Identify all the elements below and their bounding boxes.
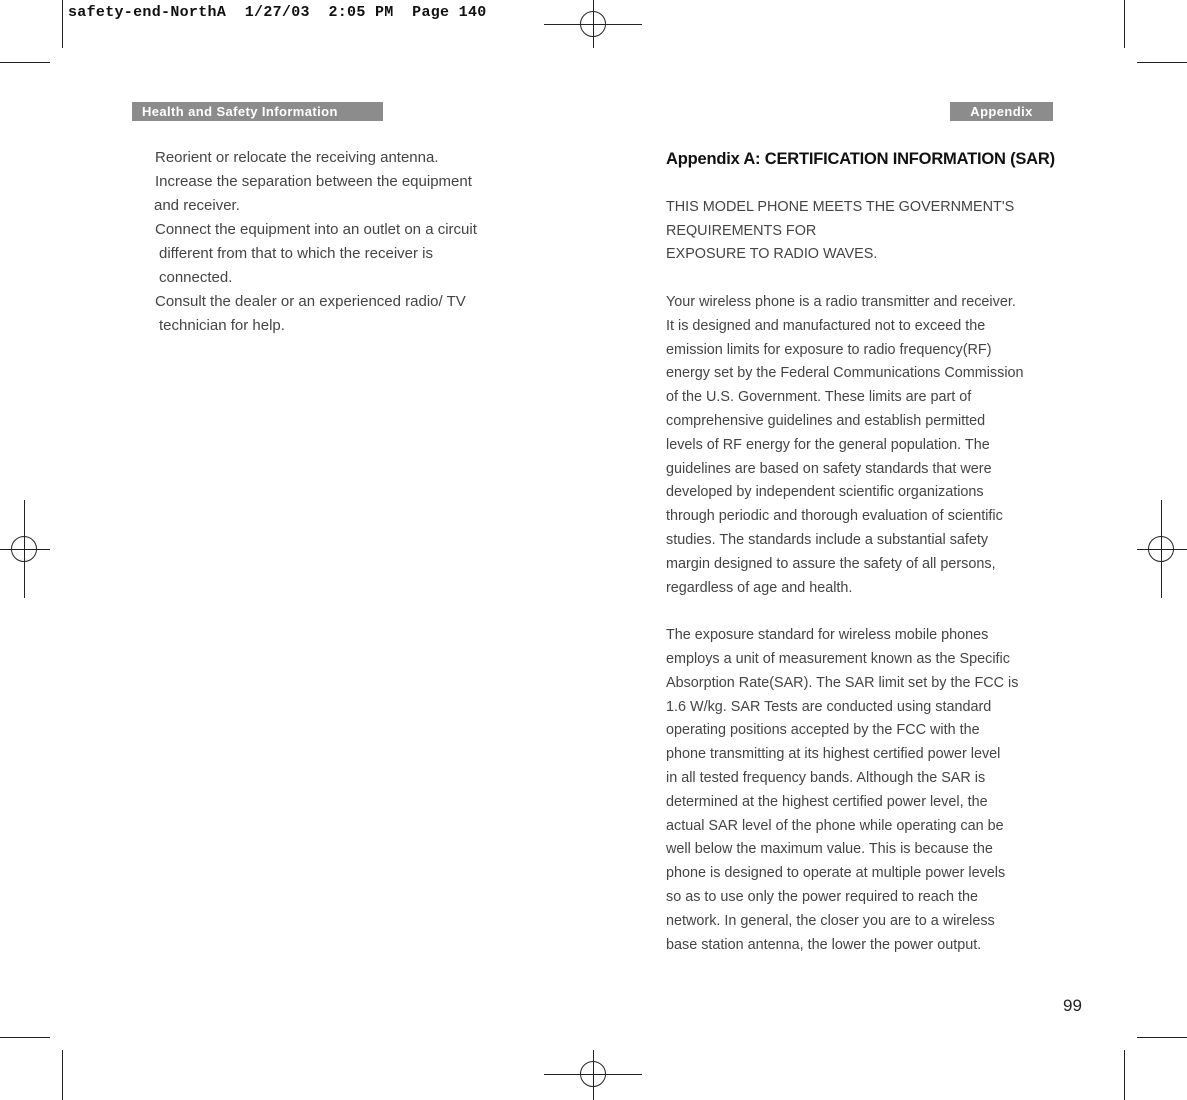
list-item xyxy=(148,290,528,338)
appendix-intro xyxy=(666,196,1076,267)
list-item xyxy=(148,170,528,218)
paragraph-line: determined at the highest certified power level, the xyxy=(666,793,988,810)
paragraph-line: well below the maximum value. This is because the xyxy=(666,841,993,858)
paragraph-line: developed by independent scientific organizations xyxy=(666,484,984,501)
paragraph-line: in all tested frequency bands. Although the SAR is xyxy=(666,769,986,786)
appendix-section xyxy=(666,146,1076,957)
section-header-left: Health and Safety Information xyxy=(132,102,383,121)
paragraph-line: through periodic and thorough evaluation of scientific xyxy=(666,508,1003,525)
paragraph-line: studies. The standards include a substantial safety xyxy=(666,531,989,548)
paragraph-line: of the U.S. Government. These limits are part of xyxy=(666,389,972,406)
list-item-line: different from that to which the receiver is xyxy=(159,245,434,262)
paragraph-rf-limits xyxy=(666,291,1076,600)
list-item-line: Increase the separation between the equipment xyxy=(155,173,472,190)
paragraph-line: Absorption Rate(SAR). The SAR limit set by the FCC is xyxy=(666,674,1019,691)
list-item xyxy=(148,146,528,170)
paragraph-line: phone transmitting at its highest certified power level xyxy=(666,746,1001,763)
paragraph-line: energy set by the Federal Communications Commission xyxy=(666,365,1024,382)
section-header-right: Appendix xyxy=(950,102,1053,121)
list-item xyxy=(148,218,528,290)
paragraph-line: operating positions accepted by the FCC with the xyxy=(666,722,980,739)
paragraph-line: actual SAR level of the phone while operating can be xyxy=(666,817,1004,834)
paragraph-line: emission limits for exposure to radio frequency(RF) xyxy=(666,341,992,358)
paragraph-line: comprehensive guidelines and establish permitted xyxy=(666,412,986,429)
list-item-line: Connect the equipment into an outlet on a circuit xyxy=(155,221,477,238)
paragraph-line: employs a unit of measurement known as the Specific xyxy=(666,650,1010,667)
paragraph-line: phone is designed to operate at multiple power levels xyxy=(666,865,1006,882)
paragraph-line: network. In general, the closer you are to a wireless xyxy=(666,912,995,929)
interference-remedies-list xyxy=(148,146,528,338)
page-number: 99 xyxy=(1063,996,1082,1015)
paragraph-sar-standard xyxy=(666,624,1076,957)
list-item-line: Reorient or relocate the receiving antenna. xyxy=(155,149,439,166)
paragraph-line: guidelines are based on safety standards that were xyxy=(666,460,992,477)
list-item-line: technician for help. xyxy=(159,317,285,334)
paragraph-line: regardless of age and health. xyxy=(666,579,853,596)
intro-line: EXPOSURE TO RADIO WAVES. xyxy=(666,246,878,263)
paragraph-line: base station antenna, the lower the power output. xyxy=(666,936,982,953)
paragraph-line: Your wireless phone is a radio transmitter and receiver. xyxy=(666,293,1016,310)
paragraph-line: margin designed to assure the safety of all persons, xyxy=(666,555,996,572)
list-item-line: connected. xyxy=(159,269,233,286)
appendix-title: Appendix A: CERTIFICATION INFORMATION (SAR) xyxy=(666,150,1055,168)
list-item-line: Consult the dealer or an experienced radio/ TV xyxy=(155,293,466,310)
print-slug: safety-end-NorthA 1/27/03 2:05 PM Page 140 xyxy=(68,4,487,21)
intro-line: THIS MODEL PHONE MEETS THE GOVERNMENT'S xyxy=(666,198,1015,215)
intro-line: REQUIREMENTS FOR xyxy=(666,222,817,239)
paragraph-line: levels of RF energy for the general population. The xyxy=(666,436,990,453)
paragraph-line: so as to use only the power required to reach the xyxy=(666,888,978,905)
list-item-line: and receiver. xyxy=(154,197,240,214)
paragraph-line: It is designed and manufactured not to exceed the xyxy=(666,317,986,334)
paragraph-line: 1.6 W/kg. SAR Tests are conducted using standard xyxy=(666,698,992,715)
paragraph-line: The exposure standard for wireless mobile phones xyxy=(666,627,989,644)
